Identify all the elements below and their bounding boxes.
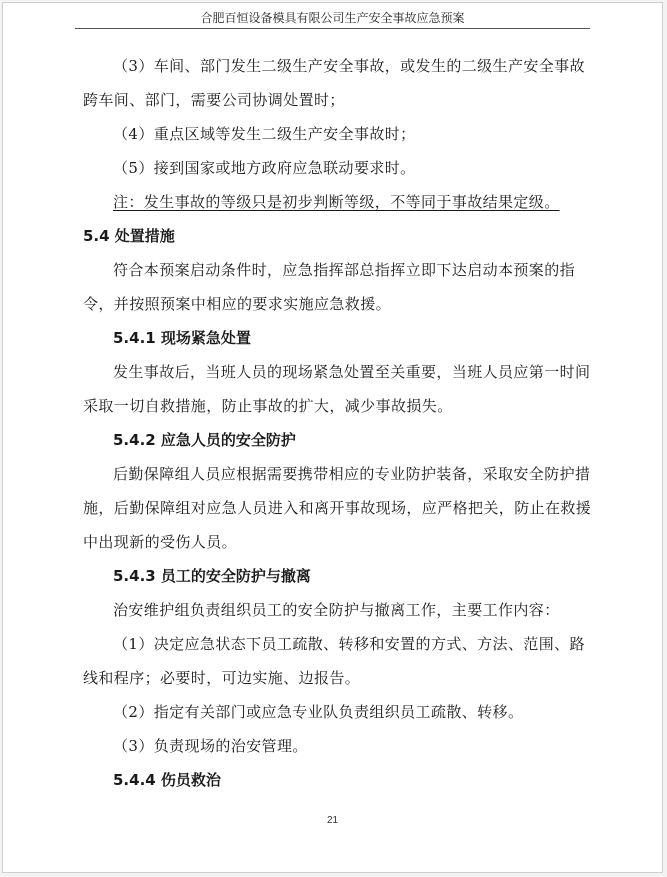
paragraph-line: （1）决定应急状态下员工疏散、转移和安置的方式、方法、范围、路	[113, 635, 585, 653]
paragraph-line: 令，并按照预案中相应的要求实施应急救援。	[83, 295, 392, 313]
page-header-title: 合肥百恒设备模具有限公司生产安全事故应急预案	[200, 11, 465, 25]
paragraph-line: 线和程序；必要时，可边实施、边报告。	[83, 669, 361, 687]
section-heading-5-4: 5.4 处置措施	[83, 227, 175, 245]
page-number: 21	[326, 815, 339, 826]
page-body	[83, 49, 592, 797]
note-paragraph	[83, 185, 592, 219]
paragraph-line: 后勤保障组人员应根据需要携带相应的专业防护装备，采取安全防护措	[113, 465, 591, 483]
document-page	[2, 2, 663, 873]
subsection-heading-5-4-4: 5.4.4 伤员救治	[113, 771, 221, 789]
paragraph-line: 施，后勤保障组对应急人员进入和离开事故现场，应严格把关，防止在救援	[83, 499, 592, 517]
note-text: 注：发生事故的等级只是初步判断等级，不等同于事故结果定级。	[113, 193, 560, 211]
paragraph-line: 治安维护组负责组织员工的安全防护与撤离工作，主要工作内容：	[113, 601, 560, 619]
paragraph-line: 发生事故后，当班人员的现场紧急处置至关重要，当班人员应第一时间	[113, 363, 591, 381]
paragraph-line: 符合本预案启动条件时，应急指挥部总指挥立即下达启动本预案的指	[113, 261, 576, 279]
paragraph-line: （3）负责现场的治安管理。	[113, 737, 308, 755]
subsection-heading-5-4-1: 5.4.1 现场紧急处置	[113, 329, 251, 347]
paragraph-line: 中出现新的受伤人员。	[83, 533, 238, 551]
paragraph-line: （4）重点区域等发生二级生产安全事故时；	[113, 125, 416, 143]
paragraph-line: 采取一切自救措施，防止事故的扩大，减少事故损失。	[83, 397, 453, 415]
paragraph-line: （5）接到国家或地方政府应急联动要求时。	[113, 159, 416, 177]
paragraph-line: 跨车间、部门，需要公司协调处置时；	[83, 91, 345, 109]
subsection-heading-5-4-2: 5.4.2 应急人员的安全防护	[113, 431, 296, 449]
subsection-heading-5-4-3: 5.4.3 员工的安全防护与撤离	[113, 567, 311, 585]
paragraph-line: （3）车间、部门发生二级生产安全事故，或发生的二级生产安全事故	[113, 57, 585, 75]
header-divider	[75, 28, 590, 29]
paragraph-line: （2）指定有关部门或应急专业队负责组织员工疏散、转移。	[113, 703, 524, 721]
